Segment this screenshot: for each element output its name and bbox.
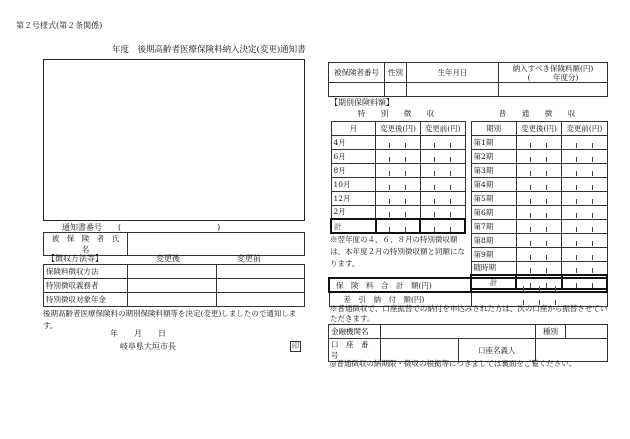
special-collection-table (330, 107, 466, 234)
ordinary-period: 第9期 (471, 247, 516, 261)
special-after-cell (376, 205, 421, 219)
ordinary-before-cell (562, 247, 607, 261)
ordinary-period: 第7期 (471, 219, 516, 233)
ordinary-period: 第2期 (471, 149, 516, 163)
seal-mark: 印 (292, 342, 299, 350)
ordinary-after-cell (516, 135, 561, 149)
special-after-cell (376, 149, 421, 163)
special-title: 特 別 徴 収 (331, 107, 465, 121)
bank-account-label: 口 座 番 号 (329, 339, 381, 362)
period-heading: 【期別保険料額】 (330, 98, 394, 107)
method-after-cell (128, 293, 217, 307)
bank-type-label: 種別 (536, 325, 566, 339)
notice-date: 年 月 日 (110, 329, 166, 338)
bottom-note: ◎普通徴収の納期限・徴収の根拠等につきましては裏面をご覧ください。 (330, 359, 577, 368)
ordinary-after-header: 変更後(円) (516, 121, 561, 135)
ordinary-before-cell (562, 163, 607, 177)
ordinary-after-cell (516, 261, 561, 275)
method-before-header: 変更前 (237, 254, 261, 263)
ordinary-before-cell (562, 261, 607, 275)
method-after-header: 変更後 (156, 254, 180, 263)
method-row-label: 特別徴収義務者 (44, 279, 128, 293)
special-after-cell (376, 177, 421, 191)
ordinary-period: 随時期 (471, 261, 516, 275)
ordinary-after-cell (516, 233, 561, 247)
special-month: 8月 (331, 163, 376, 177)
ordinary-before-cell (562, 135, 607, 149)
ordinary-period: 第6期 (471, 205, 516, 219)
address-window (43, 59, 305, 221)
issuer-name: 岐阜県大垣市長 (120, 342, 176, 351)
ordinary-before-cell (562, 177, 607, 191)
ordinary-period-header: 期別 (471, 121, 516, 135)
ordinary-title: 普 通 徴 収 (471, 107, 607, 121)
bank-institution-label: 金融機関名 (329, 325, 381, 339)
ordinary-total-label: 計 (471, 275, 516, 289)
birthdate-value (407, 83, 499, 97)
insured-number-value (329, 83, 385, 97)
due-amount-value (499, 83, 608, 97)
special-before-cell (420, 149, 465, 163)
fiscal-year-label: ( 年度分) (527, 72, 579, 82)
method-before-cell (217, 279, 305, 293)
special-month: 10月 (331, 177, 376, 191)
due-amount-label (499, 63, 608, 83)
special-month: 2月 (331, 205, 376, 219)
due-amount-title: 納入すべき保険料額(円) (512, 63, 594, 73)
special-month: 6月 (331, 149, 376, 163)
special-month: 12月 (331, 191, 376, 205)
ordinary-before-cell (562, 219, 607, 233)
special-before-cell (420, 135, 465, 149)
special-after-cell (376, 135, 421, 149)
method-heading: 【徴収方法等】 (47, 254, 103, 263)
sex-label: 性別 (385, 63, 407, 83)
ordinary-before-header: 変更前(円) (562, 121, 607, 135)
balance-due-label: 差 引 納 付 額(円) (329, 292, 471, 306)
ordinary-after-cell (516, 163, 561, 177)
special-after-header: 変更後(円) (376, 121, 421, 135)
method-row-label: 特別徴収対象年金 (44, 293, 128, 307)
method-after-cell (128, 265, 217, 279)
special-month: 4月 (331, 135, 376, 149)
sex-value (385, 83, 407, 97)
method-before-cell (217, 293, 305, 307)
insured-name-value (128, 233, 305, 256)
document-title: 年度 後期高齢者医療保険料納入決定(変更)通知書 (112, 45, 306, 55)
insured-info-table (328, 62, 608, 97)
ordinary-period: 第8期 (471, 233, 516, 247)
ordinary-after-cell (516, 177, 561, 191)
method-after-cell (128, 279, 217, 293)
ordinary-before-cell (562, 191, 607, 205)
insured-name-table (43, 232, 305, 256)
special-before-cell (420, 205, 465, 219)
ordinary-period: 第4期 (471, 177, 516, 191)
ordinary-before-cell (562, 233, 607, 247)
special-total-label: 計 (331, 219, 376, 233)
special-after-cell (376, 163, 421, 177)
ordinary-after-cell (516, 247, 561, 261)
special-total-after (376, 219, 421, 233)
ordinary-period: 第1期 (471, 135, 516, 149)
ordinary-after-cell (516, 219, 561, 233)
method-before-cell (217, 265, 305, 279)
ordinary-collection-table (470, 107, 608, 290)
ordinary-after-cell (516, 149, 561, 163)
ordinary-after-cell (516, 191, 561, 205)
bank-table (328, 324, 608, 362)
ordinary-before-cell (562, 205, 607, 219)
birthdate-label: 生年月日 (407, 63, 499, 83)
special-after-cell (376, 191, 421, 205)
totals-table (328, 277, 608, 307)
insured-name-label: 被 保 険 者 氏 名 (44, 233, 128, 256)
method-row-label: 保険料徴収方法 (44, 265, 128, 279)
special-total-before (420, 219, 465, 233)
ordinary-period: 第5期 (471, 191, 516, 205)
transfer-note: ※普通徴収で、口座振替での納付を申込みされた方は、次の口座から振替させていただきます。 (330, 304, 608, 323)
notice-number: 通知書番号 ( ) (62, 223, 221, 232)
method-table (43, 264, 305, 307)
bank-type-value (566, 325, 608, 339)
bank-holder-label: 口座名義人 (458, 339, 536, 362)
ordinary-before-cell (562, 149, 607, 163)
ordinary-period: 第3期 (471, 163, 516, 177)
special-month-header: 月 (331, 121, 376, 135)
special-before-cell (420, 191, 465, 205)
insured-number-label: 被保険者番号 (329, 63, 385, 83)
special-before-cell (420, 177, 465, 191)
special-before-header: 変更前(円) (420, 121, 465, 135)
special-before-cell (420, 163, 465, 177)
total-premium-label: 保 険 料 合 計 額(円) (329, 278, 471, 292)
bank-institution-value (381, 325, 536, 339)
form-label: 第２号様式(第２条関係) (16, 21, 103, 30)
special-note: ※翌年度の４、６、８月の特別徴収額は、本年度２月の特別徴収額と同額になります。 (330, 235, 465, 268)
decision-text: 後期高齢者医療保険料の期別保険料額等を決定(変更)しましたので通知します。 (43, 309, 297, 330)
total-premium-value (471, 278, 607, 292)
ordinary-after-cell (516, 205, 561, 219)
